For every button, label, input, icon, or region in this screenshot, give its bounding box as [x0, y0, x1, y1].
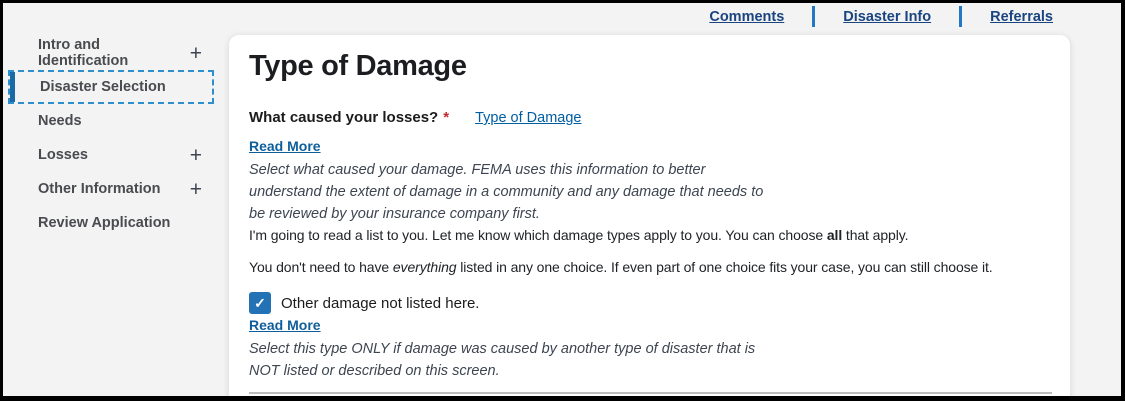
- read-more-link[interactable]: Read More: [249, 317, 321, 333]
- plus-icon[interactable]: +: [189, 41, 202, 65]
- sidebar-item-other-information[interactable]: [8, 172, 214, 206]
- sidebar-item-losses[interactable]: [8, 138, 214, 172]
- other-damage-checkbox[interactable]: [249, 292, 271, 314]
- required-asterisk: *: [443, 109, 450, 126]
- help-text-line: understand the extent of damage in a community and any damage that needs to: [249, 184, 764, 200]
- section-divider: [249, 392, 1052, 394]
- help-text-line: be reviewed by your insurance company first.: [249, 206, 540, 222]
- help-text-line: Select what caused your damage. FEMA uses this information to better: [249, 162, 706, 178]
- other-damage-option: [249, 292, 1056, 314]
- sidebar-item-label: Needs: [38, 113, 82, 129]
- sidebar-item-review-application[interactable]: [8, 206, 214, 240]
- sidebar-item-needs[interactable]: [8, 104, 214, 138]
- top-nav: [681, 3, 1081, 30]
- main-content-card: [229, 35, 1070, 401]
- sidebar-item-label: Intro and Identification: [38, 37, 129, 69]
- sidebar-item-label: Losses: [38, 147, 88, 163]
- help-text-line: NOT listed or described on this screen.: [249, 363, 500, 379]
- instruction-paragraph-2: You don't need to have everything listed in any one choice. If even part of one choice fits your case, you can still choose it.: [249, 259, 993, 275]
- question-help-text: [249, 159, 1056, 225]
- sidebar-item-disaster-selection[interactable]: [8, 70, 214, 104]
- sidebar-item-label: Other Information: [38, 181, 161, 197]
- other-damage-checkbox-label[interactable]: Other damage not listed here.: [281, 294, 480, 312]
- sidebar-nav: [3, 36, 228, 240]
- nav-link-comments[interactable]: Comments: [709, 8, 785, 25]
- nav-separator: [812, 6, 815, 27]
- help-text-line: Select this type ONLY if damage was caused by another type of disaster that is: [249, 341, 756, 357]
- plus-icon[interactable]: +: [189, 177, 202, 201]
- nav-separator: [959, 6, 962, 27]
- check-icon: ✓: [254, 294, 266, 311]
- type-of-damage-link[interactable]: Type of Damage: [475, 110, 582, 126]
- instruction-paragraph-1: I'm going to read a list to you. Let me know which damage types apply to you. You can choose all that apply.: [249, 227, 909, 243]
- page-title: Type of Damage: [249, 50, 467, 82]
- read-more-link[interactable]: Read More: [249, 138, 321, 154]
- plus-icon[interactable]: +: [189, 143, 202, 167]
- sidebar-item-label: Disaster Selection: [40, 79, 166, 95]
- question-label: What caused your losses?: [249, 109, 439, 126]
- checkbox-help-text: [249, 338, 1056, 382]
- nav-link-disaster-info[interactable]: Disaster Info: [843, 8, 932, 25]
- sidebar-item-label: Review Application: [38, 215, 171, 231]
- question-row: [249, 109, 1056, 127]
- sidebar-item-intro-and-identification[interactable]: [8, 36, 214, 70]
- nav-link-referrals[interactable]: Referrals: [990, 8, 1053, 25]
